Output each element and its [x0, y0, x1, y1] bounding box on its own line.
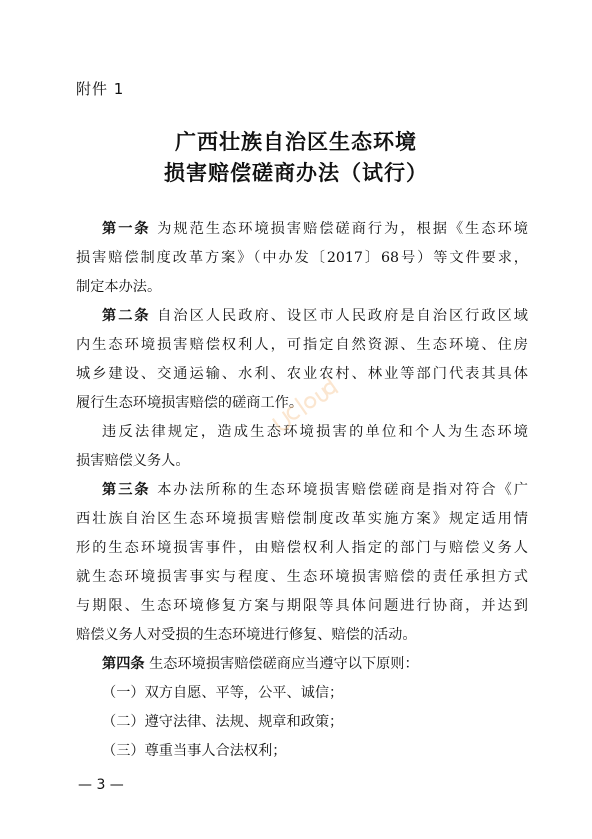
article1-line3: 制定本办法。 — [76, 279, 162, 295]
article2-para2-line2: 损害赔偿义务人。 — [76, 453, 190, 469]
article3-line2: 西壮族自治区生态环境损害赔偿制度改革实施方案》规定适用情 — [76, 511, 528, 527]
document-title-line2: 损害赔偿磋商办法（试行） — [164, 161, 428, 185]
ucloud-logo-watermark-icon — [262, 378, 342, 438]
article4-line1 — [102, 654, 528, 674]
article4-text-1: 生态环境损害赔偿磋商应当遵守以下原则： — [149, 656, 419, 672]
article3-line3: 形的生态环境损害事件，由赔偿权利人指定的部门与赔偿义务人 — [76, 540, 528, 556]
page-number: — 3 — — [78, 777, 124, 793]
article4-item-1: （一）双方自愿、平等，公平、诚信； — [102, 685, 344, 701]
article2-heading: 第二条 — [102, 308, 151, 324]
article2-line4: 履行生态环境损害赔偿的磋商工作。 — [76, 395, 304, 411]
article4-heading: 第四条 — [102, 656, 145, 672]
article2-para2-line1: 违反法律规定，造成生态环境损害的单位和个人为生态环境 — [102, 424, 528, 440]
article2-line3: 城乡建设、交通运输、水利、农业农村、林业等部门代表其具体 — [76, 366, 528, 382]
article3-text-1: 本办法所称的生态环境损害赔偿磋商是指对符合《广 — [157, 482, 528, 498]
article1-text-1: 为规范生态环境损害赔偿磋商行为，根据《生态环境 — [157, 221, 528, 237]
article4-item-2: （二）遵守法律、法规、规章和政策； — [102, 714, 344, 730]
article3-line4: 就生态环境损害事实与程度、生态环境损害赔偿的责任承担方式 — [76, 569, 528, 585]
article3-line1 — [102, 480, 528, 500]
article3-heading: 第三条 — [102, 482, 151, 498]
article2-text-1: 自治区人民政府、设区市人民政府是自治区行政区域 — [157, 308, 528, 324]
article1-line2: 损害赔偿制度改革方案》（中办发〔2017〕68号）等文件要求， — [76, 250, 528, 266]
attachment-label: 附件 1 — [76, 80, 125, 98]
article1-heading: 第一条 — [102, 221, 151, 237]
document-title-line1: 广西壮族自治区生态环境 — [175, 130, 417, 154]
article2-line2: 内生态环境损害赔偿权利人，可指定自然资源、生态环境、住房 — [76, 337, 528, 353]
article3-line6: 赔偿义务人对受损的生态环境进行修复、赔偿的活动。 — [76, 627, 417, 643]
article2-line1 — [102, 306, 528, 326]
article1-line1 — [102, 219, 528, 239]
article4-item-3: （三）尊重当事人合法权利； — [102, 743, 287, 759]
article3-line5: 与期限、生态环境修复方案与期限等具体问题进行协商，并达到 — [76, 598, 528, 614]
